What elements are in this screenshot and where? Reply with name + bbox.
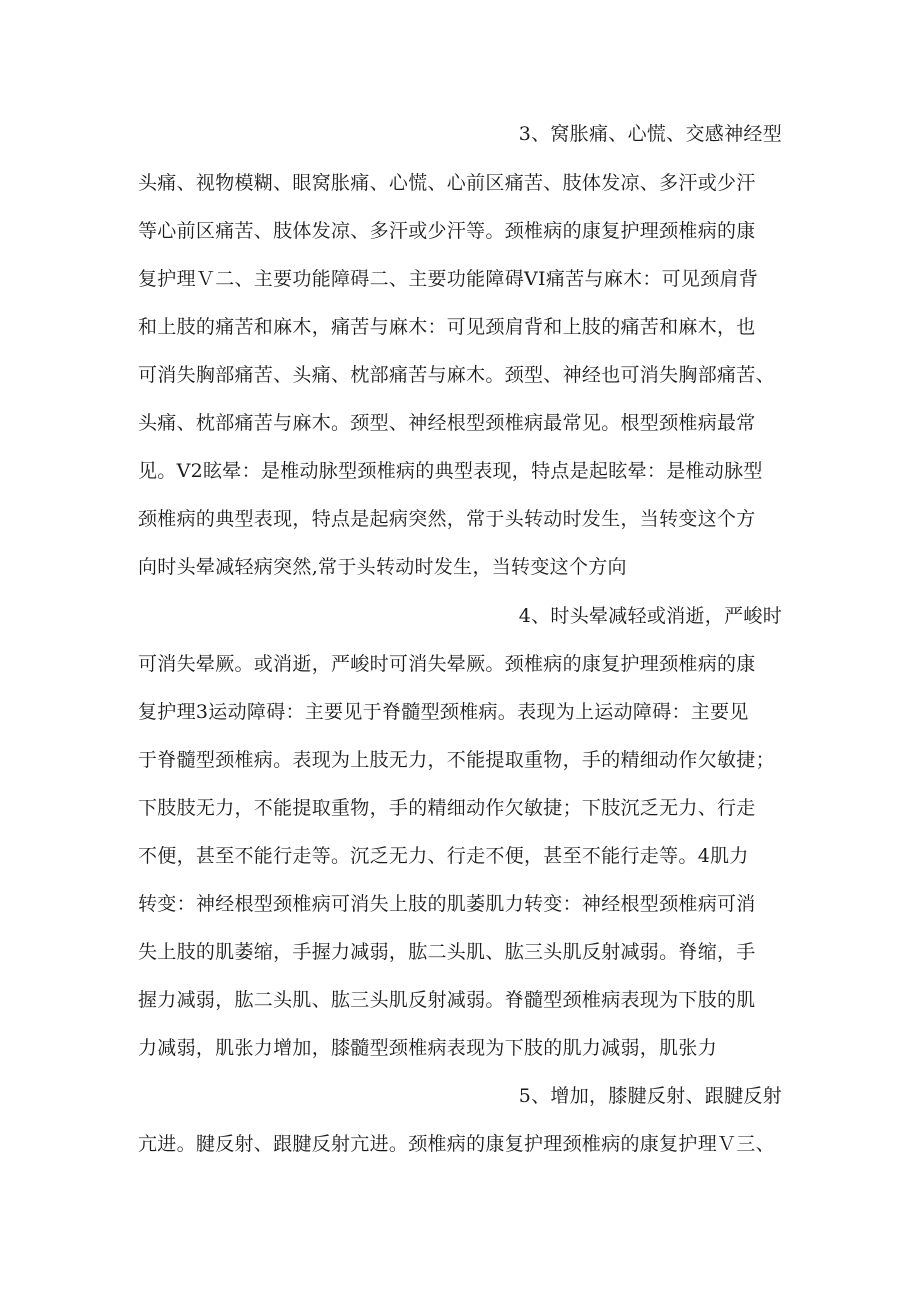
paragraph-line: 见。V2眩晕：是椎动脉型颈椎病的典型表现，特点是起眩晕：是椎动脉型 [138, 460, 763, 482]
paragraph-line: 头痛、视物模糊、眼窝胀痛、心慌、心前区痛苦、肢体发凉、多汗或少汗 [138, 172, 756, 194]
paragraph-line: 复护理3运动障碍：主要见于脊髓型颈椎病。表现为上运动障碍：主要见 [138, 701, 749, 723]
paragraph-line: 失上肢的肌萎缩，手握力减弱，肱二头肌、肱三头肌反射减弱。脊缩，手 [138, 941, 756, 963]
paragraph-line: 复护理Ｖ二、主要功能障碍二、主要功能障碍VI痛苦与麻木：可见颈肩背 [138, 268, 759, 290]
paragraph-line: 颈椎病的典型表现，特点是起病突然，常于头转动时发生，当转变这个方 [138, 508, 756, 530]
paragraph-line: 向时头晕减轻病突然,常于头转动时发生，当转变这个方向 [138, 556, 627, 578]
paragraph-line: 于脊髓型颈椎病。表现为上肢无力，不能提取重物，手的精细动作欠敏捷； [138, 749, 775, 771]
paragraph-line: 等心前区痛苦、肢体发凉、多汗或少汗等。颈椎病的康复护理颈椎病的康 [138, 220, 756, 242]
paragraph-line-section-3: 3、窝胀痛、心慌、交感神经型 [518, 123, 782, 145]
paragraph-line: 转变：神经根型颈椎病可消失上肢的肌萎肌力转变：神经根型颈椎病可消 [138, 893, 756, 915]
paragraph-line: 下肢肢无力，不能提取重物，手的精细动作欠敏捷；下肢沉乏无力、行走 [138, 797, 756, 819]
paragraph-line: 和上肢的痛苦和麻木，痛苦与麻木：可见颈肩背和上肢的痛苦和麻木，也 [138, 316, 756, 338]
paragraph-line: 握力减弱，肱二头肌、肱三头肌反射减弱。脊髓型颈椎病表现为下肢的肌 [138, 989, 756, 1011]
paragraph-line: 亢进。腱反射、跟腱反射亢进。颈椎病的康复护理颈椎病的康复护理Ｖ三、 [138, 1133, 775, 1155]
paragraph-line: 不便，甚至不能行走等。沉乏无力、行走不便，甚至不能行走等。4肌力 [138, 845, 749, 867]
paragraph-line-section-4: 4、时头晕减轻或消逝，严峻时 [518, 605, 782, 627]
paragraph-line: 可消失晕厥。或消逝，严峻时可消失晕厥。颈椎病的康复护理颈椎病的康 [138, 653, 756, 675]
paragraph-line: 头痛、枕部痛苦与麻木。颈型、神经根型颈椎病最常见。根型颈椎病最常 [138, 412, 756, 434]
paragraph-line: 力减弱，肌张力增加，膝髓型颈椎病表现为下肢的肌力减弱，肌张力 [138, 1037, 718, 1059]
paragraph-line-section-5: 5、增加，膝腱反射、跟腱反射 [518, 1085, 782, 1107]
paragraph-line: 可消失胸部痛苦、头痛、枕部痛苦与麻木。颈型、神经也可消失胸部痛苦、 [138, 364, 775, 386]
